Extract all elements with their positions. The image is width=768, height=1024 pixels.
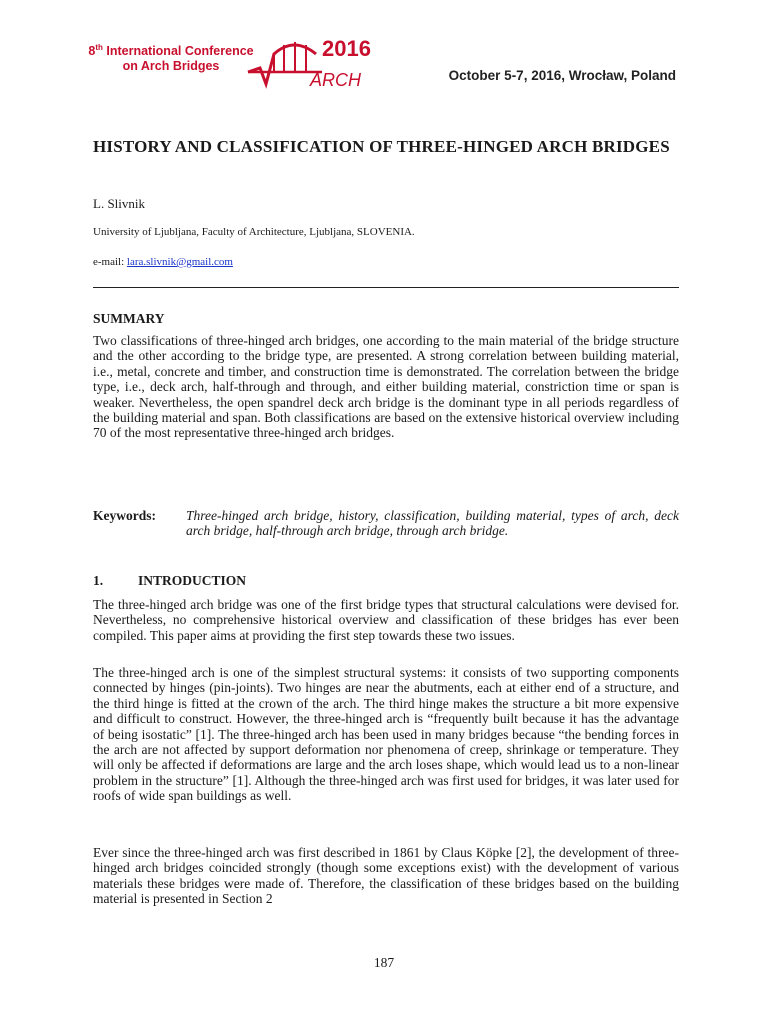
author-email-line — [93, 256, 233, 268]
paper-title: HISTORY AND CLASSIFICATION OF THREE-HINGED ARCH BRIDGES — [93, 137, 670, 156]
conference-header — [0, 0, 768, 100]
email-label: e-mail: — [93, 256, 125, 268]
introduction-paragraph-2: The three-hinged arch is one of the simplest structural systems: it consists of two supporting components connected by hinges (pin-joints). Two hinges are near the abutments, each at either end of a structure, and the third hinge is fitted at the crown of the arch. The third hinge makes the structure a bit more expensive and difficult to construct. However, the three-hinged arch is “frequently built because it has the advantage of being isostatic” [1]. The three-hinged arch has been used in many bridges because “the bending forces in the arch are not affected by support deformation nor phenomena of creep, shrinkage or temperature. They will only be affected if deformations are large and the arch loses shape, which would lead us to a non-linear problem in the structure” [1]. Although the three-hinged arch was first used for bridges, it was later used for roofs of wide span buildings as well. — [93, 665, 679, 804]
summary-heading: SUMMARY — [93, 311, 165, 326]
conference-name-line1: International Conference — [102, 44, 254, 59]
header-divider — [93, 287, 679, 288]
introduction-heading: INTRODUCTION — [138, 573, 247, 588]
introduction-paragraph-1: The three-hinged arch bridge was one of the first bridge types that structural calculations were devised for. Nevertheless, no comprehensive historical overview and classification of these bridges has ever been compiled. This paper aims at providing the first step towards these two issues. — [93, 597, 679, 643]
author-affiliation: University of Ljubljana, Faculty of Architecture, Ljubljana, SLOVENIA. — [93, 226, 415, 238]
summary-text: Two classifications of three-hinged arch bridges, one according to the main material of the bridge structure and the other according to the bridge type, are presented. A strong correlation between building material, i.e., metal, concrete and timber, and construction time is demonstrated. The correlation between the bridge type, i.e., deck arch, half-through and through, and either building material, constriction time or span is weaker. Nevertheless, the open spandrel deck arch bridge is the dominant type in all periods regardless of the building material and span. Both classifications are based on the extensive historical overview including 70 of the most representative three-hinged arch bridges. — [93, 333, 679, 441]
logo-word: ARCH — [310, 70, 362, 90]
author-email-link[interactable]: lara.slivnik@gmail.com — [126, 256, 233, 268]
conference-date-location: October 5-7, 2016, Wrocław, Poland — [448, 68, 676, 83]
conference-ordinal-suffix: th — [95, 43, 103, 52]
introduction-paragraph-3: Ever since the three-hinged arch was first described in 1861 by Claus Köpke [2], the development of three-hinged arch bridges coincided strongly (though some exceptions exist) with the development of various materials these bridges were made of. Therefore, the classification of these bridges based on the building material is presented in Section 2 — [93, 845, 679, 907]
arch-conference-logo-icon — [246, 30, 386, 92]
paper-author: L. Slivnik — [93, 196, 146, 211]
introduction-section-number: 1. — [93, 573, 104, 588]
conference-name — [80, 40, 262, 74]
logo-year: 2016 — [322, 36, 371, 61]
keywords-text: Three-hinged arch bridge, history, classification, building material, types of arch, deck arch bridge, half-through arch bridge, through arch bridge. — [186, 508, 679, 539]
page-number: 187 — [373, 955, 395, 970]
conference-name-line2: on Arch Bridges — [122, 59, 220, 74]
keywords-label: Keywords: — [93, 508, 156, 523]
conference-ordinal: 8 — [88, 44, 96, 59]
